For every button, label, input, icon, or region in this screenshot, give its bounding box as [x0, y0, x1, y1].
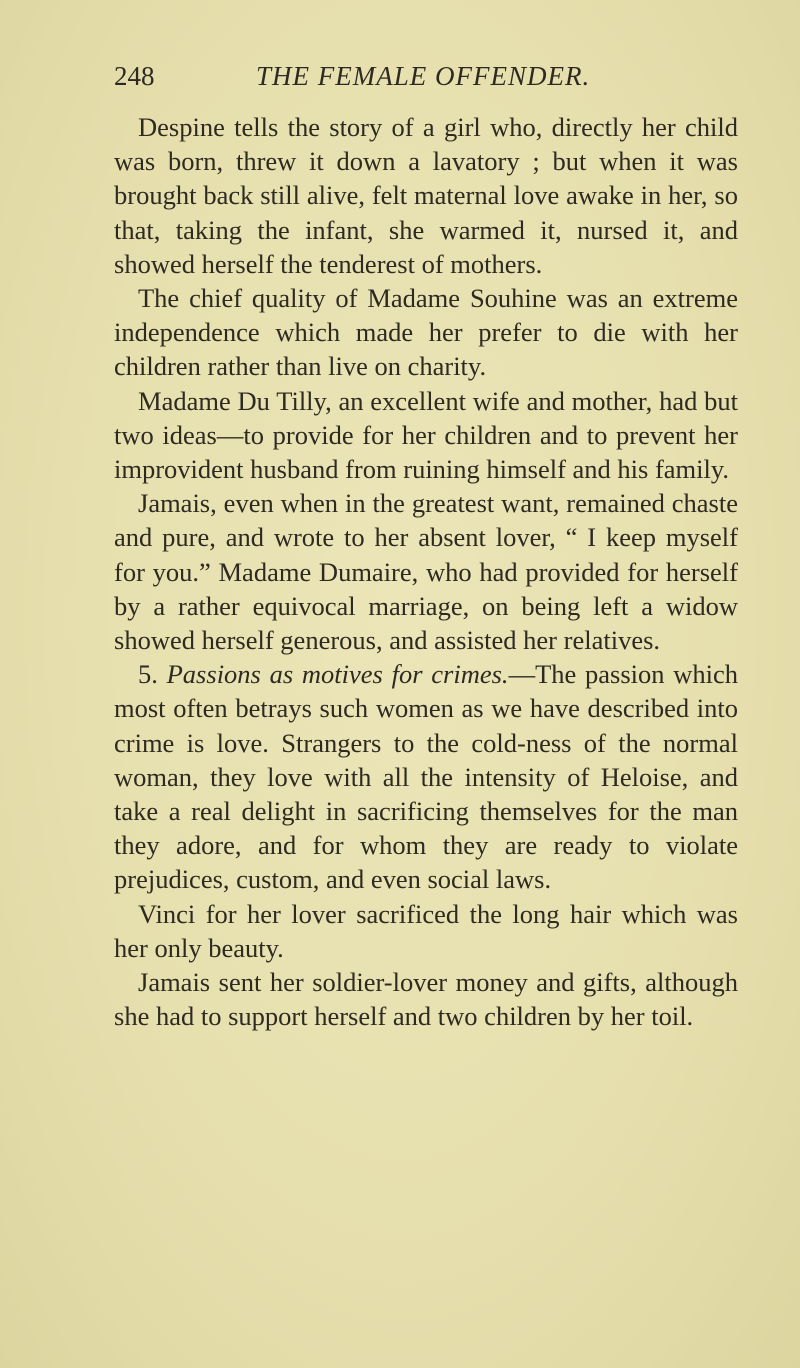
paragraph: Madame Du Tilly, an excellent wife and mother, had but two ideas—to provide for her children and to prevent her improvident husband from ruining himself and his family. — [114, 385, 738, 485]
section-text: —The passion which most often betrays such women as we have described into crime is love. Strangers to the cold-ness of the normal woman, they love with all the intensity of Heloise, and take a real delight in sacrificing themselves for the man they adore, and for whom they are ready to violate prejudices, custom, and even social laws. — [114, 659, 739, 895]
page-number: 248 — [114, 61, 155, 91]
running-header — [114, 56, 694, 96]
paragraph: Jamais sent her soldier-lover money and gifts, although she had to support herself and two children by her toil. — [114, 967, 738, 1032]
paragraph: The chief quality of Madame Souhine was an extreme independence which made her prefer to die with her children rather than live on charity. — [114, 283, 738, 382]
paragraph: Jamais, even when in the greatest want, remained chaste and pure, and wrote to her absent lover, “ I keep myself for you.” Madame Dumaire, who had provided for herself by a rather equivocal marriage, on being left a widow showed herself generous, and assisted her relatives. — [114, 488, 738, 656]
section-paragraph — [114, 657, 738, 896]
running-title: THE FEMALE OFFENDER. — [256, 61, 591, 91]
paragraph: Vinci for her lover sacrificed the long hair which was her only beauty. — [114, 898, 738, 963]
body-text — [114, 110, 738, 1033]
paragraph: Despine tells the story of a girl who, directly her child was born, threw it down a lavatory ; but when it was brought back still alive, felt maternal love awake in her, so that, taking the infant, she warmed it, nursed it, and showed herself the tenderest of mothers. — [114, 112, 738, 279]
section-number: 5. — [138, 659, 158, 690]
section-heading: Passions as motives for crimes. — [166, 659, 509, 690]
